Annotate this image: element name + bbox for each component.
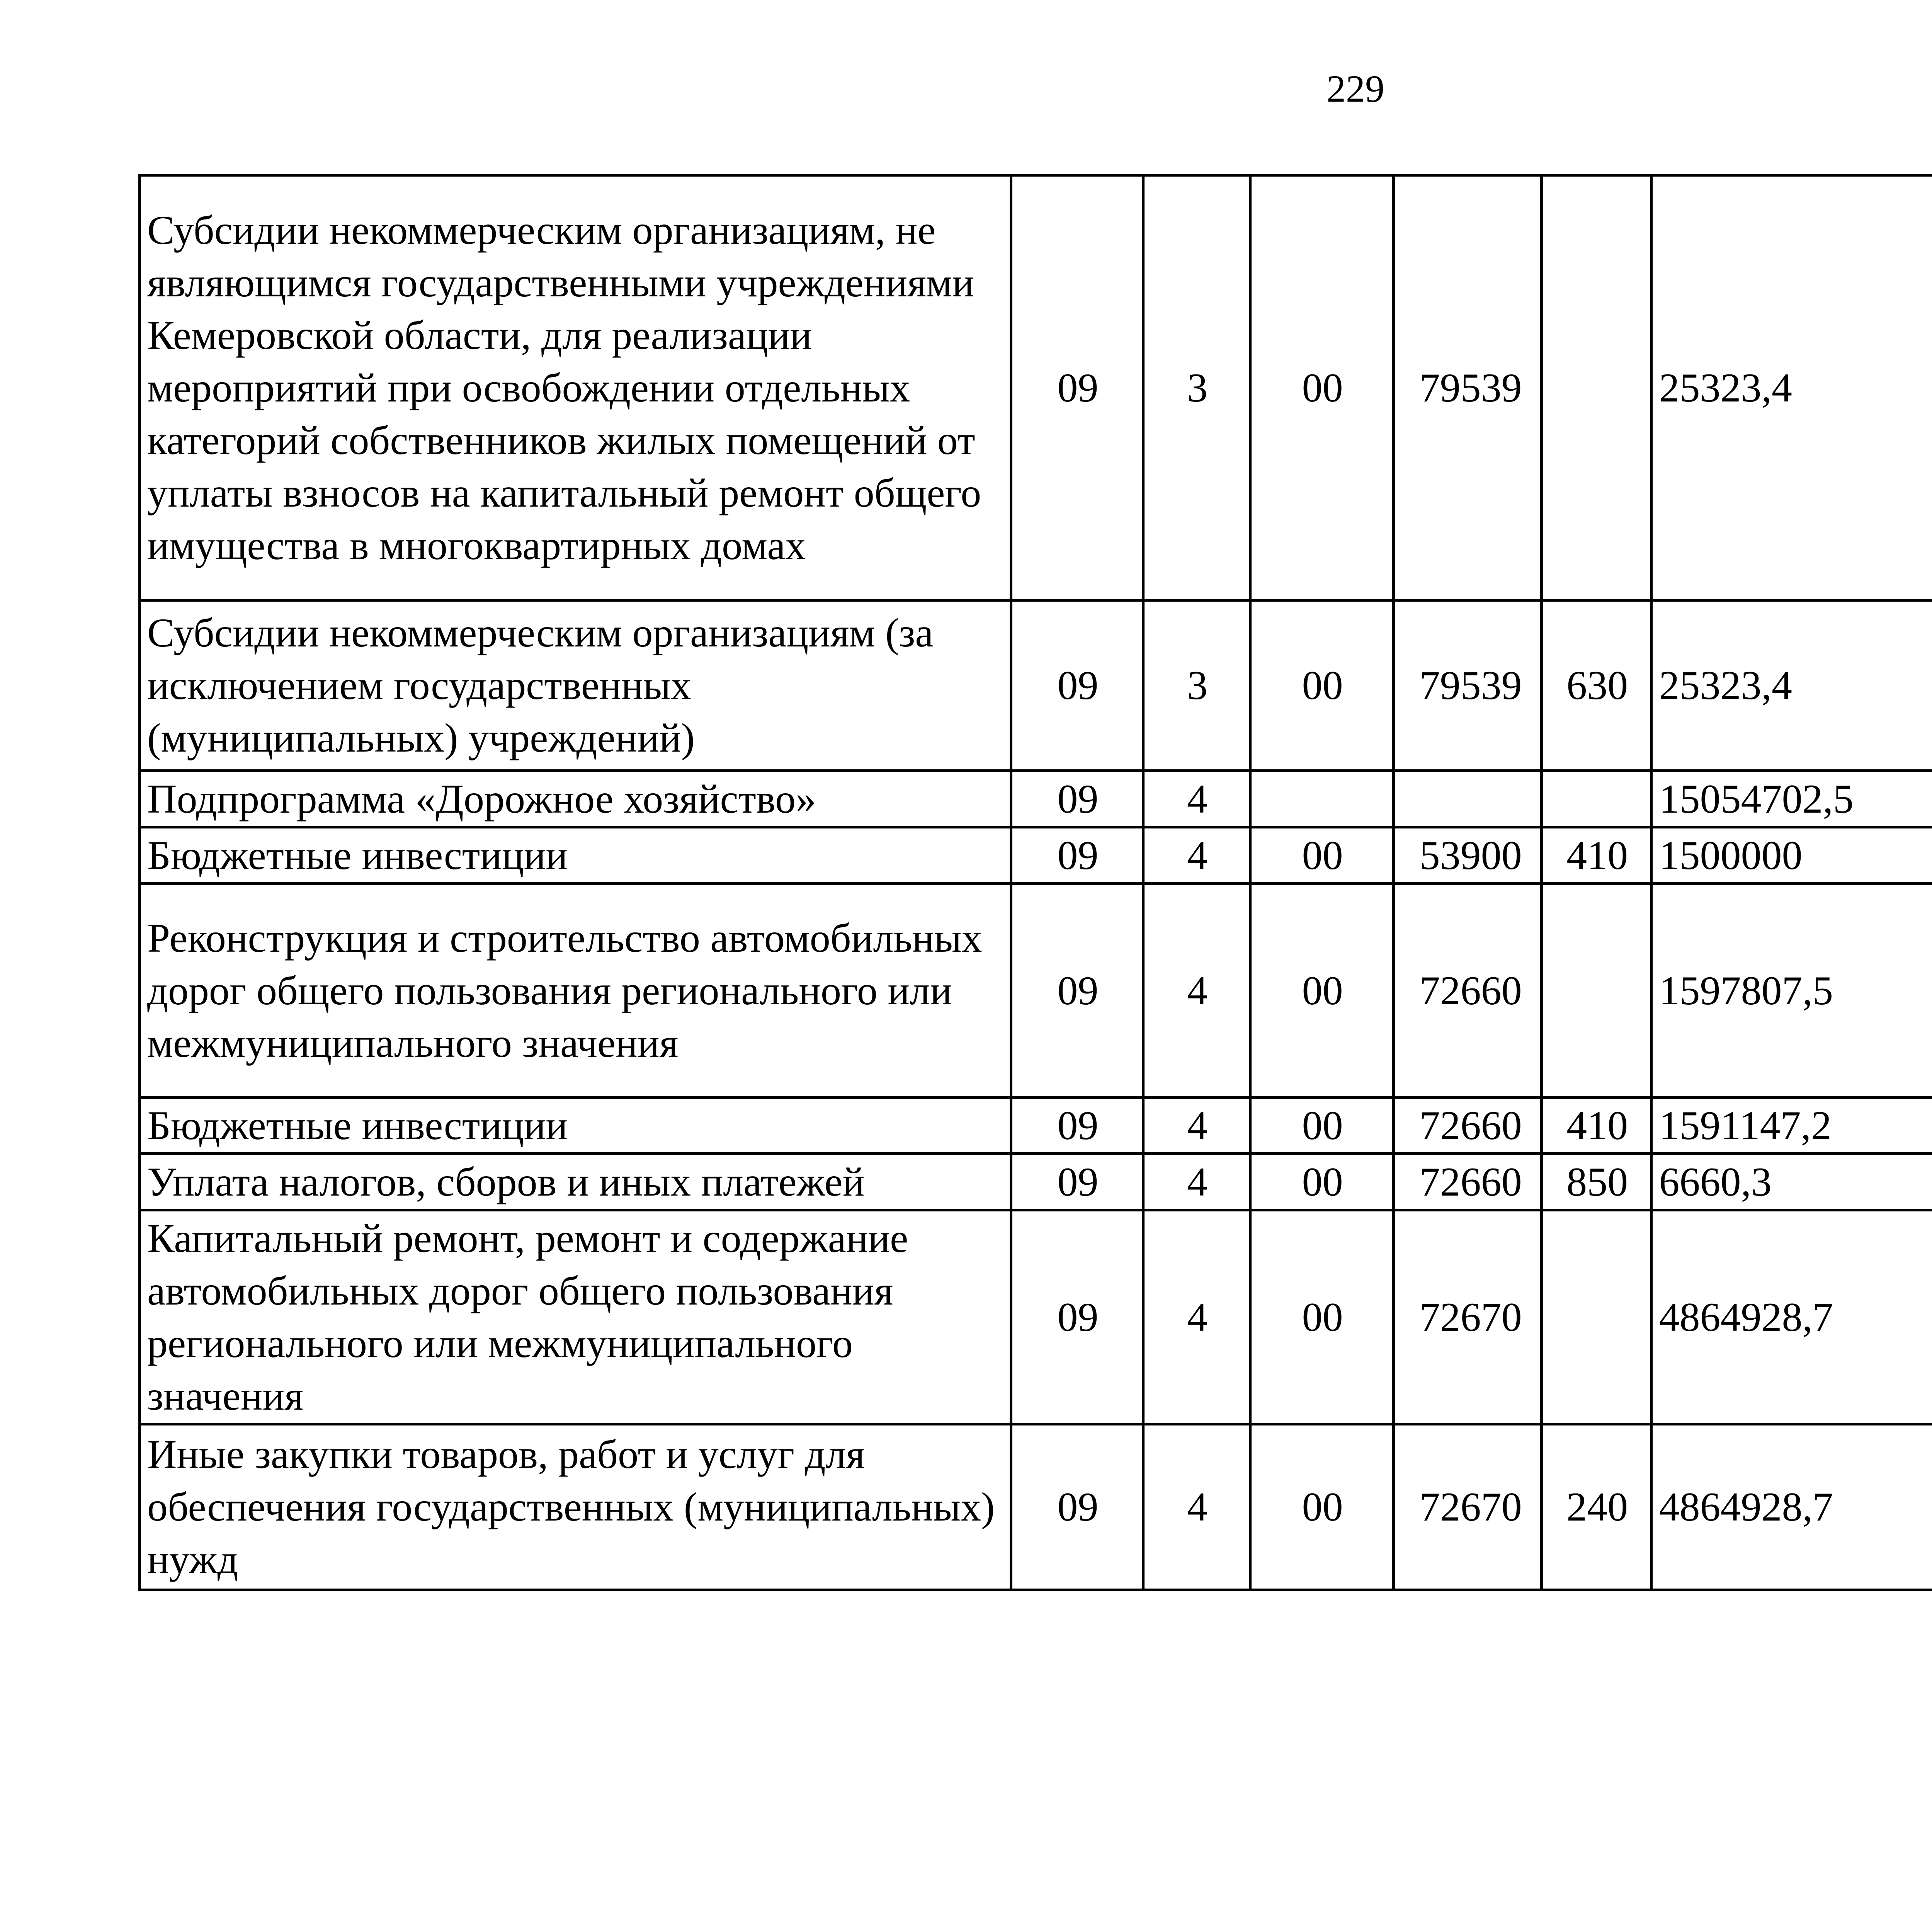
table-row (140, 1154, 1932, 1210)
program-code: 00 (1250, 175, 1393, 600)
row-name: Реконструкция и строительство автомобильных дорог общего пользования регионального или межмуниципального значения (140, 884, 1011, 1098)
subsection-code: 4 (1143, 827, 1250, 884)
table-row (140, 600, 1932, 771)
article-code (1393, 771, 1541, 827)
section-code: 09 (1011, 884, 1143, 1098)
sum-year-1: 25323,4 (1651, 175, 1932, 600)
program-code: 00 (1250, 1098, 1393, 1154)
article-code: 72670 (1393, 1210, 1541, 1424)
expense-type-code (1541, 884, 1651, 1098)
sum-year-1: 1591147,2 (1651, 1098, 1932, 1154)
expense-type-code: 410 (1541, 827, 1651, 884)
sum-year-1: 6660,3 (1651, 1154, 1932, 1210)
expense-type-code: 410 (1541, 1098, 1651, 1154)
subsection-code: 3 (1143, 600, 1250, 771)
section-code: 09 (1011, 175, 1143, 600)
subsection-code: 4 (1143, 1210, 1250, 1424)
row-name: Субсидии некоммерческим организациям (за исключением государственных (муниципальных) учреждений) (140, 600, 1011, 771)
expense-type-code (1541, 1210, 1651, 1424)
article-code: 72660 (1393, 884, 1541, 1098)
expense-type-code: 240 (1541, 1424, 1651, 1590)
article-code: 79539 (1393, 175, 1541, 600)
expense-type-code: 630 (1541, 600, 1651, 771)
section-code: 09 (1011, 1210, 1143, 1424)
table-row (140, 1098, 1932, 1154)
sum-year-1: 4864928,7 (1651, 1210, 1932, 1424)
sum-year-1: 25323,4 (1651, 600, 1932, 771)
program-code: 00 (1250, 1424, 1393, 1590)
table-row (140, 175, 1932, 600)
subsection-code: 4 (1143, 1154, 1250, 1210)
table-row (140, 827, 1932, 884)
article-code: 53900 (1393, 827, 1541, 884)
row-name: Подпрограмма «Дорожное хозяйство» (140, 771, 1011, 827)
program-code: 00 (1250, 1210, 1393, 1424)
subsection-code: 4 (1143, 771, 1250, 827)
table-row (140, 771, 1932, 827)
row-name: Бюджетные инвестиции (140, 827, 1011, 884)
sum-year-1: 1500000 (1651, 827, 1932, 884)
subsection-code: 4 (1143, 1098, 1250, 1154)
expense-type-code: 850 (1541, 1154, 1651, 1210)
section-code: 09 (1011, 771, 1143, 827)
program-code: 00 (1250, 827, 1393, 884)
row-name: Субсидии некоммерческим организациям, не являющимся государственными учреждениями Кемеровской области, для реализации мероприятий при освобождении отдельных категорий собственников жилых помещений от уплаты взносов на капитальный ремонт общего имущества в многоквартирных домах (140, 175, 1011, 600)
section-code: 09 (1011, 827, 1143, 884)
table-row (140, 1210, 1932, 1424)
article-code: 72660 (1393, 1098, 1541, 1154)
budget-table (138, 174, 1932, 1591)
sum-year-1: 15054702,5 (1651, 771, 1932, 827)
sum-year-1: 1597807,5 (1651, 884, 1932, 1098)
subsection-code: 4 (1143, 1424, 1250, 1590)
row-name: Иные закупки товаров, работ и услуг для обеспечения государственных (муниципальных) нужд (140, 1424, 1011, 1590)
row-name: Капитальный ремонт, ремонт и содержание автомобильных дорог общего пользования регионального или межмуниципального значения (140, 1210, 1011, 1424)
expense-type-code (1541, 175, 1651, 600)
article-code: 79539 (1393, 600, 1541, 771)
row-name: Уплата налогов, сборов и иных платежей (140, 1154, 1011, 1210)
page-number: 229 (1327, 67, 1384, 110)
subsection-code: 3 (1143, 175, 1250, 600)
section-code: 09 (1011, 1098, 1143, 1154)
section-code: 09 (1011, 1154, 1143, 1210)
table-row (140, 1424, 1932, 1590)
article-code: 72670 (1393, 1424, 1541, 1590)
subsection-code: 4 (1143, 884, 1250, 1098)
program-code: 00 (1250, 884, 1393, 1098)
article-code: 72660 (1393, 1154, 1541, 1210)
table-row (140, 884, 1932, 1098)
section-code: 09 (1011, 600, 1143, 771)
program-code: 00 (1250, 600, 1393, 771)
row-name: Бюджетные инвестиции (140, 1098, 1011, 1154)
program-code (1250, 771, 1393, 827)
sum-year-1: 4864928,7 (1651, 1424, 1932, 1590)
expense-type-code (1541, 771, 1651, 827)
section-code: 09 (1011, 1424, 1143, 1590)
program-code: 00 (1250, 1154, 1393, 1210)
